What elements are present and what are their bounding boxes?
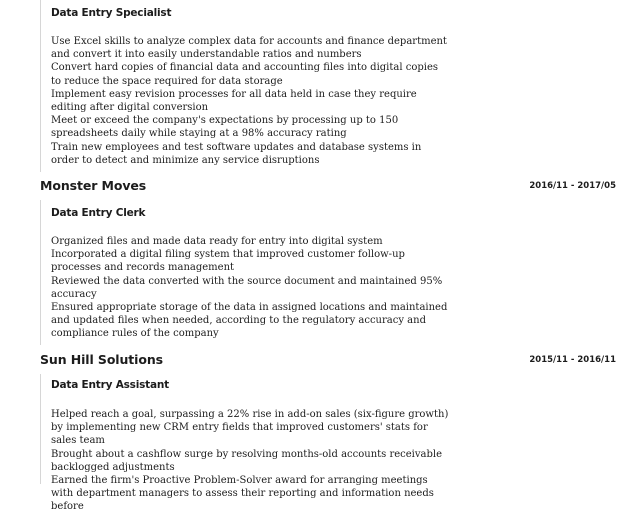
bullet-item: Organized files and made data ready for entry into digital system xyxy=(51,236,383,247)
company-header xyxy=(40,178,616,200)
bullet-item: Helped reach a goal, surpassing a 22% rise in add-on sales (six-figure growth) by implementing new CRM entry fields that improved customers' stats for sales team xyxy=(51,409,449,447)
role-block xyxy=(40,374,451,513)
bullet-item: Earned the firm's Proactive Problem-Solver award for arranging meetings with department managers to assess their reporting and information needs before xyxy=(51,475,434,513)
role-block xyxy=(40,200,451,345)
job-title: Data Entry Clerk xyxy=(51,207,146,219)
job-entry xyxy=(40,352,616,513)
bullet-item: Brought about a cashflow surge by resolving months-old accounts receivable backlogged adjustments xyxy=(51,448,443,473)
employment-dates: 2015/11 - 2016/11 xyxy=(529,355,616,365)
bullet-item: Ensured appropriate storage of the data in assigned locations and maintained and updated files when needed, according to the regulatory accuracy and compliance rules of the company xyxy=(51,302,448,340)
bullet-item: Convert hard copies of financial data and accounting files into digital copies to reduce the space required for data storage xyxy=(51,62,439,87)
role-block xyxy=(40,0,451,172)
bullet-item: Meet or exceed the company's expectations by processing up to 150 spreadsheets daily while staying at a 98% accuracy rating xyxy=(51,115,399,140)
bullet-list xyxy=(51,35,451,167)
bullet-list xyxy=(51,235,451,341)
bullet-item: Implement easy revision processes for all data held in case they require editing after digital conversion xyxy=(51,88,417,114)
job-title: Data Entry Assistant xyxy=(51,379,169,391)
employment-dates: 2016/11 - 2017/05 xyxy=(529,181,616,191)
company-name: Sun Hill Solutions xyxy=(40,352,163,367)
bullet-item: Train new employees and test software updates and database systems in order to detect and minimize any service disruptions xyxy=(51,141,422,166)
company-name: Monster Moves xyxy=(40,178,147,193)
bullet-item: Use Excel skills to analyze complex data for accounts and finance department and convert it into easily understandable ratios and numbers xyxy=(51,36,447,61)
company-header xyxy=(40,352,616,374)
job-title: Data Entry Specialist xyxy=(51,7,172,19)
bullet-item: Incorporated a digital filing system that improved customer follow-up processes and records management xyxy=(51,249,405,274)
bullet-list xyxy=(51,408,451,514)
bullet-item: Reviewed the data converted with the source document and maintained 95% accuracy xyxy=(51,275,443,300)
job-entry xyxy=(40,178,616,340)
